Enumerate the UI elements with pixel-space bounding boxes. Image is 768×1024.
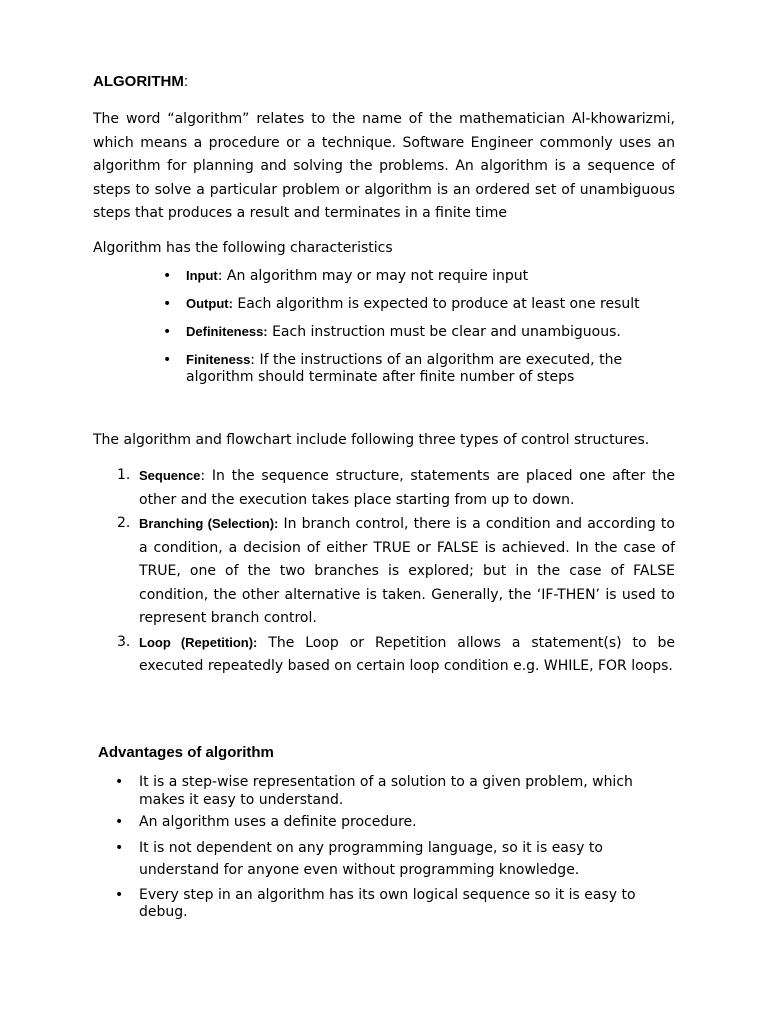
item-text: In branch control, there is a condition and according to a condition, a decision of either TRUE or FALSE is achieved. In the case of TRUE, one of the two branches is explored; but in the case of FALSE condition, the other alternative is taken. Generally, the ‘IF-THEN’ is used to represent branch control. [139, 516, 675, 626]
item-text: Each instruction must be clear and unambiguous. [267, 324, 621, 340]
item-label: Input [186, 268, 218, 283]
list-item [186, 268, 666, 285]
list-item: • An algorithm uses a definite procedure. [139, 814, 675, 832]
list-item: • It is a step-wise representation of a solution to a given problem, which makes it easy to understand. [139, 774, 675, 809]
item-text: Each algorithm is expected to produce at least one result [232, 296, 640, 312]
list-item [117, 631, 675, 679]
item-label: Sequence [139, 468, 201, 483]
item-label: Branching (Selection): [139, 516, 279, 531]
item-text: The Loop or Repetition allows a statement(s) to be executed repeatedly based on certain loop condition e.g. WHILE, FOR loops. [139, 634, 675, 674]
characteristics-intro: Algorithm has the following characteristics [93, 240, 393, 256]
advantages-list [139, 774, 675, 927]
title-colon: : [183, 73, 188, 90]
title-text: ALGORITHM [93, 73, 184, 90]
item-separator: : [217, 268, 223, 284]
list-item [117, 464, 675, 512]
control-structures-list [117, 464, 675, 679]
advantages-heading: Advantages of algorithm [98, 744, 274, 761]
list-item [186, 324, 666, 341]
item-number: 3. [117, 633, 131, 650]
list-item: • It is not dependent on any programming language, so it is easy to understand for anyone even without programming knowledge. [139, 837, 675, 882]
item-text: If the instructions of an algorithm are executed, the algorithm should terminate after finite number of steps [186, 352, 623, 385]
list-item [186, 296, 666, 313]
item-separator: : [250, 352, 256, 368]
item-text: In the sequence structure, statements are placed one after the other and the execution takes place starting from up to down. [139, 468, 675, 508]
item-label: Definiteness: [186, 324, 268, 339]
item-number: 1. [117, 467, 131, 483]
item-number: 2. [117, 515, 131, 531]
list-item: • Every step in an algorithm has its own logical sequence so it is easy to debug. [139, 887, 675, 922]
list-item [186, 352, 666, 385]
list-item [117, 512, 675, 631]
characteristics-list [186, 268, 666, 397]
item-label: Finiteness [186, 352, 251, 367]
control-structures-intro: The algorithm and flowchart include following three types of control structures. [93, 432, 650, 448]
intro-paragraph: The word “algorithm” relates to the name of the mathematician Al-khowarizmi, which means a procedure or a technique. Software Engineer commonly uses an algorithm for planning and solving the problems. An algorithm is a sequence of steps to solve a particular problem or algorithm is an ordered set of unambiguous steps that produces a result and terminates in a finite time [93, 111, 675, 221]
item-separator: : [200, 468, 206, 484]
item-label: Output: [186, 296, 233, 311]
page-title [93, 73, 188, 90]
item-label: Loop (Repetition): [139, 634, 258, 650]
item-text: An algorithm may or may not require input [222, 268, 529, 284]
